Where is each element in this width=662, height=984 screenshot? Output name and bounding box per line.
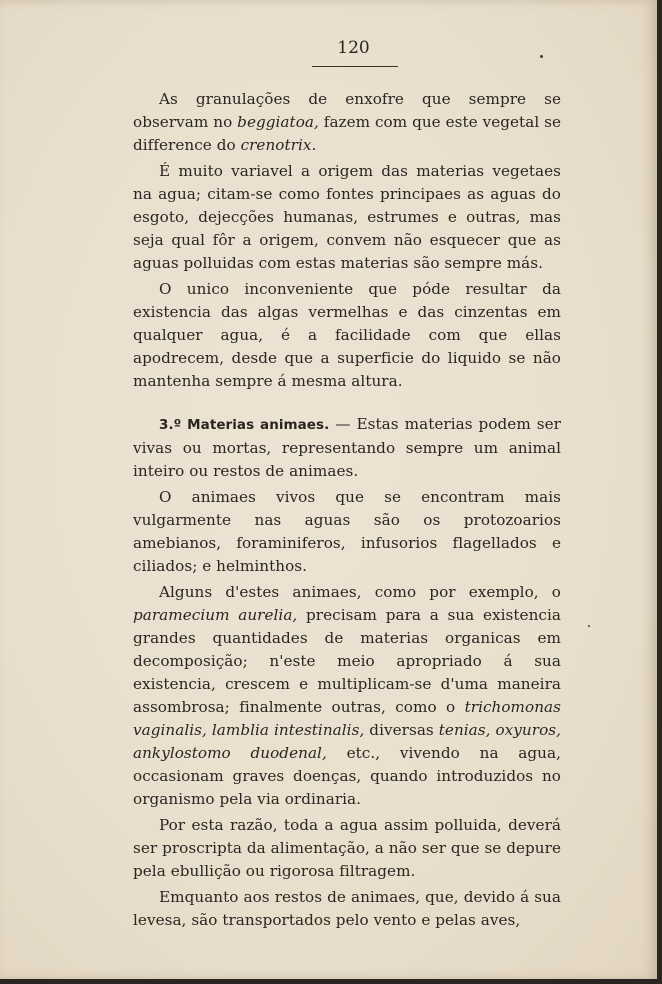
paragraph [133, 486, 561, 578]
paragraph [133, 581, 561, 811]
text-run: O animaes vivos que se encontram mais vulgarmente nas aguas são os protozoarios amebianos, foraminiferos, infusorios flagellados e ciliados; e helminthos. [133, 488, 561, 575]
section-gap [133, 393, 561, 413]
text-run: — Estas materias podem ser vivas ou mortas, representando sempre um animal inteiro ou restos de animaes. [133, 415, 561, 480]
paragraph [133, 160, 561, 275]
paragraph [133, 814, 561, 883]
text-run: fazem com que este vegetal se difference do [133, 113, 562, 154]
paragraph [133, 413, 561, 483]
paragraph [133, 886, 561, 932]
italic-term: paramecium aurelia, [133, 606, 298, 624]
text-run: diversas [364, 721, 439, 739]
paragraph [133, 278, 561, 393]
body-text [133, 88, 561, 932]
italic-term: tenias, oxyuros, ankylostomo duodenal, [133, 721, 561, 762]
print-speck [540, 55, 543, 58]
print-speck [588, 625, 590, 627]
header-rule [312, 66, 398, 67]
text-run: precisam para a sua existencia grandes quantidades de materias organicas em decomposição; n'este meio apropriado á sua existencia, crescem e multiplicam-se d'uma maneira assombrosa; finalmente outras, como o [133, 606, 561, 716]
text-run: As granulações de enxofre que sempre se observam no [133, 90, 561, 131]
text-run: Emquanto aos restos de animaes, que, devido á sua levesa, são transportados pelo vento e pelas aves, [133, 888, 561, 929]
italic-term: beggiatoa, [237, 113, 319, 131]
text-run: Por esta razão, toda a agua assim polluida, deverá ser proscripta da alimentação, a não ser que se depure pela ebullição ou rigorosa filtragem. [133, 816, 561, 880]
text-run: O unico inconveniente que póde resultar da existencia das algas vermelhas e das cinzentas em qualquer agua, é a facilidade com que ellas apodrecem, desde que a superficie do liquido se não mantenha sempre á mesma altura. [133, 280, 561, 390]
text-run: etc., vivendo na agua, occasionam graves doenças, quando introduzidos no organismo pela via ordinaria. [133, 744, 561, 808]
text-run: Alguns d'estes animaes, como por exemplo, o [159, 583, 561, 601]
page-number: 120 [337, 38, 370, 58]
paragraph [133, 88, 561, 157]
italic-term: trichomonas vaginalis, lamblia intestinalis, [133, 698, 561, 739]
italic-term: crenotrix. [240, 136, 317, 154]
text-run: É muito variavel a origem das materias vegetaes na agua; citam-se como fontes principaes as aguas do esgoto, dejecções humanas, estrumes e outras, mas seja qual fôr a origem, convem não esquecer que as aguas polluidas com estas materias são sempre más. [133, 162, 561, 272]
section-heading: 3.º Materias animaes. [159, 417, 330, 433]
